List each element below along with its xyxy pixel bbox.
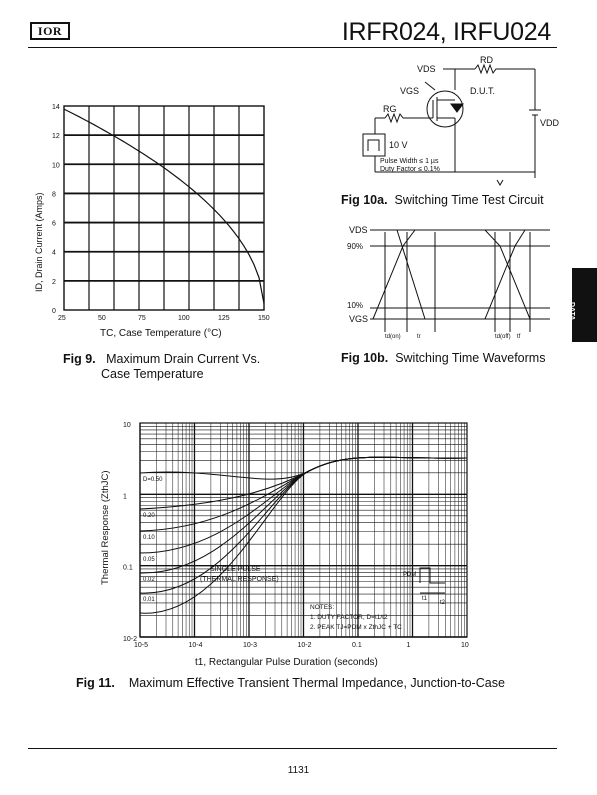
fig9-ytick: 12 [52, 133, 60, 141]
fig11-xtick: 10-4 [188, 642, 203, 649]
fig10b-90: 90% [347, 242, 364, 251]
fig11-curve-label: D=0.50 [143, 477, 163, 483]
fig10a-caption-label: Fig 10a. [341, 193, 388, 207]
fig11-curve-label: 0.05 [143, 557, 155, 563]
fig10a-rg: RG [383, 104, 397, 114]
tab-line1: DATA [568, 302, 575, 321]
fig9-xlabel: TC, Case Temperature (°C) [100, 328, 222, 339]
part-number-title: IRFR024, IRFU024 [341, 18, 551, 46]
ior-logo [30, 22, 70, 40]
fig11-xtick: 1 [406, 642, 411, 649]
fig11-t2: t2 [440, 600, 446, 606]
fig11-xtick: 10-2 [297, 642, 312, 649]
logo-text: IOR [37, 23, 63, 38]
fig9-ytick: 6 [52, 220, 56, 228]
fig10b-caption-text: Switching Time Waveforms [395, 351, 546, 365]
fig11-curve-label: 0.10 [143, 535, 155, 541]
fig9-caption-line2: Case Temperature [101, 367, 204, 381]
fig11-xtick: 10-3 [243, 642, 258, 649]
footer-rule [28, 748, 557, 749]
fig9-xtick: 25 [58, 315, 66, 322]
fig9-caption-label: Fig 9. [63, 352, 96, 366]
fig11-xtick: 10-5 [134, 642, 149, 649]
fig11-caption-label: Fig 11. [76, 676, 115, 690]
fig10b-caption [341, 351, 545, 366]
fig11-chart [95, 413, 480, 673]
fig9-xtick: 100 [178, 315, 190, 322]
fig9-ytick: 0 [52, 308, 56, 315]
fig10b-tdon: td(on) [385, 334, 401, 340]
fig9-ytick: 4 [52, 249, 56, 257]
fig10a-note2: Duty Factor ≤ 0.1% [380, 166, 440, 173]
fig11-ytick: 1 [123, 493, 127, 501]
fig10a-vgs: VGS [400, 86, 420, 96]
fig10b-vds: VDS [349, 225, 368, 235]
fig11-note1: 1. DUTY FACTOR, D=t1/t2 [310, 614, 388, 621]
fig11-note2: 2. PEAK TJ=PDM x ZthJC + TC [310, 624, 402, 631]
fig10a-rd: RD [480, 55, 493, 65]
fig10a-caption [341, 193, 544, 208]
fig11-curve-label: 0.02 [143, 577, 155, 583]
header-rule [28, 47, 557, 48]
fig10a-vds: VDS [417, 64, 436, 74]
fig9-ytick: 14 [52, 104, 60, 111]
fig10a-note1: Pulse Width ≤ 1 µs [380, 158, 439, 165]
fig10b-10: 10% [347, 301, 364, 310]
fig11-ytick: 10-2 [123, 636, 138, 643]
page-number: 1131 [287, 765, 310, 776]
fig9-xtick: 125 [218, 315, 230, 322]
fig11-curve-label: 0.01 [143, 597, 155, 603]
fig10a-vdd: VDD [540, 118, 560, 128]
data-sheets-tab [560, 268, 597, 342]
fig10a-caption-text: Switching Time Test Circuit [394, 193, 544, 207]
fig11-ylabel: Thermal Response (ZthJC) [100, 470, 111, 585]
fig9-ylabel: ID, Drain Current (Amps) [34, 192, 44, 292]
fig11-curve-label: 0.20 [143, 513, 155, 519]
fig11-caption [76, 676, 505, 691]
fig11-ytick: 10 [123, 422, 131, 429]
fig10b-tf: tf [517, 334, 521, 340]
fig9-ytick: 8 [52, 191, 56, 199]
fig9-chart [28, 96, 278, 346]
fig11-single-pulse-2: (THERMAL RESPONSE) [200, 576, 279, 583]
tab-line2: SHEETS [560, 302, 567, 331]
fig11-pdm: PDM [403, 572, 417, 578]
fig10b-waveforms [345, 222, 555, 347]
fig9-xtick: 75 [138, 315, 146, 322]
fig9-xtick: 50 [98, 315, 106, 322]
fig9-xtick: 150 [258, 315, 270, 322]
fig9-caption-line1: Maximum Drain Current Vs. [106, 352, 261, 366]
fig11-t1: t1 [422, 596, 428, 602]
fig11-notes-title: NOTES: [310, 604, 335, 611]
fig10a-pulse: 10 V [389, 140, 408, 150]
fig9-caption [63, 352, 260, 382]
fig9-ytick: 2 [52, 278, 56, 286]
fig10a-dut: D.U.T. [470, 86, 496, 96]
fig11-caption-text: Maximum Effective Transient Thermal Impedance, Junction-to-Case [128, 676, 505, 690]
fig11-ytick: 0.1 [123, 564, 133, 572]
fig10b-tr: tr [417, 334, 421, 340]
fig11-xlabel: t1, Rectangular Pulse Duration (seconds) [195, 657, 378, 668]
fig11-xtick: 0.1 [352, 642, 362, 649]
fig11-xtick: 10 [461, 642, 469, 649]
fig10a-circuit [345, 52, 560, 187]
fig10b-vgs: VGS [349, 314, 369, 324]
fig9-ytick: 10 [52, 162, 60, 170]
fig10b-caption-label: Fig 10b. [341, 351, 389, 365]
fig10b-tdoff: td(off) [495, 334, 511, 340]
fig11-single-pulse-1: SINGLE PULSE [210, 566, 261, 573]
